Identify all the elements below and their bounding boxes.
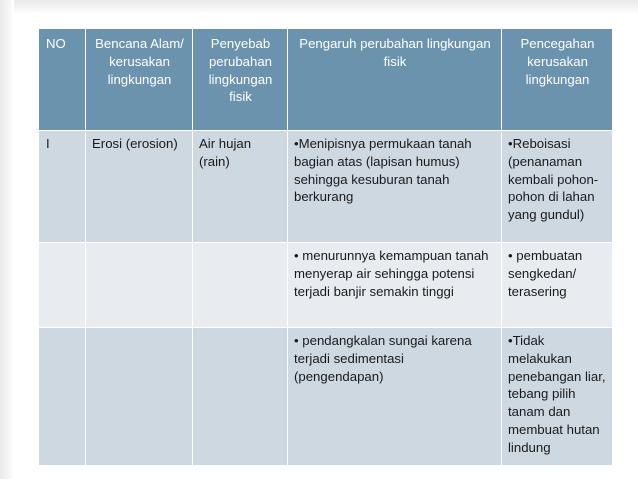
cell-penyebab	[193, 243, 288, 328]
cell-bencana: Erosi (erosion)	[86, 131, 193, 243]
header-pencegahan: Pencegahan kerusakan lingkungan	[502, 29, 613, 131]
slide-frame-left	[0, 0, 14, 479]
header-bencana: Bencana Alam/ kerusakan lingkungan	[86, 29, 193, 131]
header-no: NO	[39, 29, 86, 131]
header-row	[39, 29, 613, 131]
header-penyebab: Penyebab perubahan lingkungan fisik	[193, 29, 288, 131]
environment-table	[38, 28, 613, 466]
table-row	[39, 131, 613, 243]
header-pengaruh: Pengaruh perubahan lingkungan fisik	[288, 29, 502, 131]
cell-bencana	[86, 328, 193, 466]
cell-pencegahan: • pembuatan sengkedan/ terasering	[502, 243, 613, 328]
cell-penyebab: Air hujan (rain)	[193, 131, 288, 243]
cell-pengaruh: •Menipisnya permukaan tanah bagian atas (lapisan humus) sehingga kesuburan tanah berkurang	[288, 131, 502, 243]
cell-no	[39, 243, 86, 328]
cell-no: I	[39, 131, 86, 243]
cell-pengaruh: • pendangkalan sungai karena terjadi sedimentasi (pengendapan)	[288, 328, 502, 466]
table-row	[39, 328, 613, 466]
cell-pengaruh: • menurunnya kemampuan tanah menyerap air sehingga potensi terjadi banjir semakin tinggi	[288, 243, 502, 328]
cell-pencegahan: •Tidak melakukan penebangan liar, tebang pilih tanam dan membuat hutan lindung	[502, 328, 613, 466]
cell-pencegahan: •Reboisasi (penanaman kembali pohon-pohon di lahan yang gundul)	[502, 131, 613, 243]
slide-frame-top	[0, 0, 638, 14]
cell-bencana	[86, 243, 193, 328]
cell-penyebab	[193, 328, 288, 466]
cell-no	[39, 328, 86, 466]
table-row	[39, 243, 613, 328]
